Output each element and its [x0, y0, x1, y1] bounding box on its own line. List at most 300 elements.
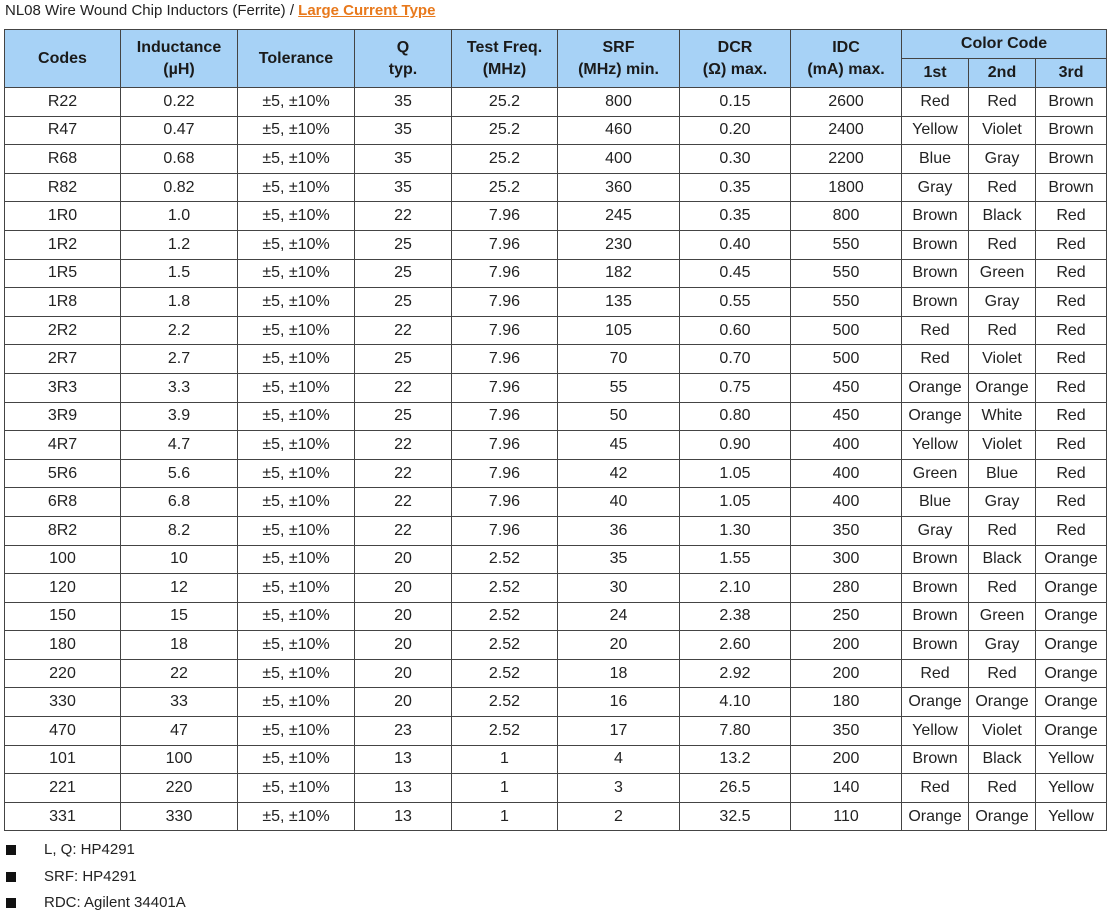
- cell-srf: 40: [558, 488, 680, 517]
- cell-color-2nd: Gray: [969, 631, 1036, 660]
- table-row: [5, 230, 1107, 259]
- cell-code: 180: [5, 631, 121, 660]
- cell-test-freq: 2.52: [452, 659, 558, 688]
- cell-color-3rd: Red: [1036, 459, 1107, 488]
- cell-color-2nd: Violet: [969, 717, 1036, 746]
- cell-inductance: 47: [121, 717, 238, 746]
- table-row: [5, 202, 1107, 231]
- cell-inductance: 3.9: [121, 402, 238, 431]
- table-row: [5, 88, 1107, 117]
- cell-code: 1R2: [5, 230, 121, 259]
- cell-idc: 500: [791, 316, 902, 345]
- cell-test-freq: 2.52: [452, 545, 558, 574]
- table-row: [5, 145, 1107, 174]
- note-text: SRF: HP4291: [44, 867, 137, 885]
- table-row: [5, 173, 1107, 202]
- cell-color-2nd: Red: [969, 516, 1036, 545]
- cell-dcr: 0.55: [680, 288, 791, 317]
- cell-q: 25: [355, 288, 452, 317]
- inductor-spec-table: [4, 29, 1107, 831]
- large-current-type-link[interactable]: Large Current Type: [298, 2, 436, 19]
- cell-tolerance: ±5, ±10%: [238, 173, 355, 202]
- cell-srf: 55: [558, 373, 680, 402]
- cell-tolerance: ±5, ±10%: [238, 745, 355, 774]
- cell-test-freq: 7.96: [452, 516, 558, 545]
- cell-color-3rd: Red: [1036, 516, 1107, 545]
- cell-dcr: 4.10: [680, 688, 791, 717]
- cell-tolerance: ±5, ±10%: [238, 802, 355, 831]
- cell-idc: 1800: [791, 173, 902, 202]
- note-text: RDC: Agilent 34401A: [44, 894, 186, 911]
- cell-tolerance: ±5, ±10%: [238, 717, 355, 746]
- cell-idc: 500: [791, 345, 902, 374]
- cell-tolerance: ±5, ±10%: [238, 459, 355, 488]
- cell-color-3rd: Orange: [1036, 659, 1107, 688]
- cell-code: R68: [5, 145, 121, 174]
- cell-color-1st: Orange: [902, 402, 969, 431]
- table-row: [5, 259, 1107, 288]
- cell-code: 101: [5, 745, 121, 774]
- cell-idc: 140: [791, 774, 902, 803]
- cell-color-2nd: Violet: [969, 431, 1036, 460]
- cell-idc: 2600: [791, 88, 902, 117]
- cell-inductance: 18: [121, 631, 238, 660]
- cell-dcr: 7.80: [680, 717, 791, 746]
- cell-color-3rd: Yellow: [1036, 745, 1107, 774]
- cell-tolerance: ±5, ±10%: [238, 402, 355, 431]
- cell-color-2nd: Black: [969, 545, 1036, 574]
- cell-code: 120: [5, 574, 121, 603]
- cell-dcr: 0.70: [680, 345, 791, 374]
- cell-srf: 50: [558, 402, 680, 431]
- cell-srf: 36: [558, 516, 680, 545]
- cell-color-2nd: Gray: [969, 288, 1036, 317]
- cell-code: 2R2: [5, 316, 121, 345]
- cell-code: 100: [5, 545, 121, 574]
- cell-color-2nd: Violet: [969, 345, 1036, 374]
- cell-idc: 200: [791, 745, 902, 774]
- cell-tolerance: ±5, ±10%: [238, 259, 355, 288]
- cell-color-3rd: Orange: [1036, 688, 1107, 717]
- cell-color-3rd: Red: [1036, 288, 1107, 317]
- cell-code: 3R9: [5, 402, 121, 431]
- cell-q: 13: [355, 745, 452, 774]
- cell-tolerance: ±5, ±10%: [238, 545, 355, 574]
- cell-idc: 200: [791, 659, 902, 688]
- cell-test-freq: 1: [452, 774, 558, 803]
- cell-srf: 800: [558, 88, 680, 117]
- cell-inductance: 15: [121, 602, 238, 631]
- cell-dcr: 0.40: [680, 230, 791, 259]
- cell-srf: 182: [558, 259, 680, 288]
- cell-code: 3R3: [5, 373, 121, 402]
- cell-test-freq: 7.96: [452, 431, 558, 460]
- cell-code: 470: [5, 717, 121, 746]
- cell-color-3rd: Red: [1036, 373, 1107, 402]
- table-row: [5, 688, 1107, 717]
- cell-inductance: 8.2: [121, 516, 238, 545]
- table-row: [5, 516, 1107, 545]
- cell-inductance: 0.47: [121, 116, 238, 145]
- cell-color-1st: Orange: [902, 373, 969, 402]
- cell-test-freq: 2.52: [452, 717, 558, 746]
- cell-color-2nd: Red: [969, 574, 1036, 603]
- header-tolerance: Tolerance: [238, 30, 355, 88]
- square-bullet-icon: [6, 872, 16, 882]
- cell-color-1st: Brown: [902, 574, 969, 603]
- cell-dcr: 0.35: [680, 202, 791, 231]
- cell-color-3rd: Red: [1036, 230, 1107, 259]
- cell-srf: 460: [558, 116, 680, 145]
- cell-srf: 105: [558, 316, 680, 345]
- cell-tolerance: ±5, ±10%: [238, 688, 355, 717]
- cell-color-3rd: Orange: [1036, 574, 1107, 603]
- cell-idc: 350: [791, 516, 902, 545]
- cell-q: 20: [355, 688, 452, 717]
- cell-color-2nd: Green: [969, 602, 1036, 631]
- cell-test-freq: 25.2: [452, 173, 558, 202]
- cell-srf: 2: [558, 802, 680, 831]
- cell-q: 20: [355, 545, 452, 574]
- cell-inductance: 330: [121, 802, 238, 831]
- cell-inductance: 5.6: [121, 459, 238, 488]
- cell-inductance: 3.3: [121, 373, 238, 402]
- cell-idc: 450: [791, 402, 902, 431]
- cell-color-1st: Brown: [902, 230, 969, 259]
- cell-dcr: 0.30: [680, 145, 791, 174]
- cell-color-1st: Brown: [902, 631, 969, 660]
- table-row: [5, 316, 1107, 345]
- table-row: [5, 745, 1107, 774]
- cell-inductance: 4.7: [121, 431, 238, 460]
- cell-code: 4R7: [5, 431, 121, 460]
- cell-color-1st: Brown: [902, 202, 969, 231]
- cell-test-freq: 1: [452, 802, 558, 831]
- cell-code: 150: [5, 602, 121, 631]
- cell-srf: 20: [558, 631, 680, 660]
- cell-test-freq: 7.96: [452, 488, 558, 517]
- cell-q: 25: [355, 230, 452, 259]
- cell-color-2nd: Red: [969, 88, 1036, 117]
- cell-dcr: 0.35: [680, 173, 791, 202]
- cell-srf: 18: [558, 659, 680, 688]
- cell-test-freq: 7.96: [452, 259, 558, 288]
- cell-q: 20: [355, 574, 452, 603]
- cell-code: R22: [5, 88, 121, 117]
- cell-tolerance: ±5, ±10%: [238, 659, 355, 688]
- note-item: [6, 837, 186, 864]
- table-row: [5, 488, 1107, 517]
- cell-idc: 550: [791, 259, 902, 288]
- cell-color-1st: Yellow: [902, 116, 969, 145]
- header-q: Q typ.: [355, 30, 452, 88]
- cell-dcr: 0.60: [680, 316, 791, 345]
- cell-tolerance: ±5, ±10%: [238, 431, 355, 460]
- cell-inductance: 2.7: [121, 345, 238, 374]
- cell-q: 13: [355, 802, 452, 831]
- cell-color-1st: Red: [902, 774, 969, 803]
- cell-inductance: 10: [121, 545, 238, 574]
- cell-srf: 70: [558, 345, 680, 374]
- cell-dcr: 13.2: [680, 745, 791, 774]
- cell-q: 20: [355, 659, 452, 688]
- cell-srf: 45: [558, 431, 680, 460]
- cell-color-1st: Orange: [902, 688, 969, 717]
- cell-q: 23: [355, 717, 452, 746]
- cell-srf: 17: [558, 717, 680, 746]
- cell-dcr: 1.05: [680, 488, 791, 517]
- square-bullet-icon: [6, 845, 16, 855]
- cell-srf: 135: [558, 288, 680, 317]
- cell-q: 35: [355, 173, 452, 202]
- header-srf: SRF (MHz) min.: [558, 30, 680, 88]
- table-row: [5, 288, 1107, 317]
- cell-color-3rd: Red: [1036, 345, 1107, 374]
- table-row: [5, 717, 1107, 746]
- cell-q: 22: [355, 202, 452, 231]
- cell-q: 13: [355, 774, 452, 803]
- cell-color-2nd: Orange: [969, 688, 1036, 717]
- cell-dcr: 0.20: [680, 116, 791, 145]
- cell-test-freq: 2.52: [452, 602, 558, 631]
- cell-color-1st: Brown: [902, 545, 969, 574]
- cell-tolerance: ±5, ±10%: [238, 373, 355, 402]
- table-row: [5, 602, 1107, 631]
- cell-q: 25: [355, 345, 452, 374]
- cell-dcr: 0.75: [680, 373, 791, 402]
- cell-color-1st: Brown: [902, 259, 969, 288]
- cell-color-1st: Blue: [902, 488, 969, 517]
- cell-color-3rd: Red: [1036, 202, 1107, 231]
- cell-srf: 24: [558, 602, 680, 631]
- cell-color-2nd: White: [969, 402, 1036, 431]
- cell-idc: 450: [791, 373, 902, 402]
- cell-idc: 550: [791, 230, 902, 259]
- cell-color-2nd: Red: [969, 316, 1036, 345]
- table-row: [5, 802, 1107, 831]
- cell-idc: 280: [791, 574, 902, 603]
- cell-test-freq: 7.96: [452, 345, 558, 374]
- cell-test-freq: 7.96: [452, 202, 558, 231]
- square-bullet-icon: [6, 898, 16, 908]
- cell-color-3rd: Red: [1036, 402, 1107, 431]
- cell-color-2nd: Black: [969, 202, 1036, 231]
- cell-color-3rd: Red: [1036, 488, 1107, 517]
- cell-inductance: 0.22: [121, 88, 238, 117]
- table-row: [5, 659, 1107, 688]
- cell-srf: 360: [558, 173, 680, 202]
- cell-idc: 250: [791, 602, 902, 631]
- cell-dcr: 0.45: [680, 259, 791, 288]
- cell-q: 35: [355, 116, 452, 145]
- cell-inductance: 33: [121, 688, 238, 717]
- cell-idc: 350: [791, 717, 902, 746]
- cell-tolerance: ±5, ±10%: [238, 202, 355, 231]
- cell-idc: 550: [791, 288, 902, 317]
- cell-color-2nd: Green: [969, 259, 1036, 288]
- cell-test-freq: 2.52: [452, 631, 558, 660]
- cell-q: 25: [355, 402, 452, 431]
- cell-test-freq: 7.96: [452, 373, 558, 402]
- cell-code: 1R0: [5, 202, 121, 231]
- cell-dcr: 2.60: [680, 631, 791, 660]
- cell-idc: 110: [791, 802, 902, 831]
- note-text: L, Q: HP4291: [44, 841, 135, 858]
- cell-test-freq: 7.96: [452, 230, 558, 259]
- cell-test-freq: 7.96: [452, 402, 558, 431]
- cell-code: 6R8: [5, 488, 121, 517]
- cell-color-3rd: Yellow: [1036, 774, 1107, 803]
- cell-test-freq: 2.52: [452, 574, 558, 603]
- cell-color-2nd: Gray: [969, 488, 1036, 517]
- cell-code: 331: [5, 802, 121, 831]
- cell-srf: 16: [558, 688, 680, 717]
- cell-q: 35: [355, 145, 452, 174]
- cell-color-1st: Brown: [902, 288, 969, 317]
- cell-color-1st: Yellow: [902, 431, 969, 460]
- header-test-freq: Test Freq. (MHz): [452, 30, 558, 88]
- cell-test-freq: 7.96: [452, 316, 558, 345]
- cell-idc: 800: [791, 202, 902, 231]
- table-header: [5, 30, 1107, 88]
- cell-color-3rd: Brown: [1036, 88, 1107, 117]
- cell-color-3rd: Red: [1036, 316, 1107, 345]
- cell-color-3rd: Orange: [1036, 631, 1107, 660]
- cell-color-2nd: Red: [969, 659, 1036, 688]
- cell-tolerance: ±5, ±10%: [238, 488, 355, 517]
- cell-color-1st: Yellow: [902, 717, 969, 746]
- cell-inductance: 220: [121, 774, 238, 803]
- cell-idc: 2400: [791, 116, 902, 145]
- cell-srf: 35: [558, 545, 680, 574]
- cell-inductance: 1.2: [121, 230, 238, 259]
- cell-q: 25: [355, 259, 452, 288]
- table-row: [5, 459, 1107, 488]
- header-dcr: DCR (Ω) max.: [680, 30, 791, 88]
- cell-test-freq: 1: [452, 745, 558, 774]
- cell-test-freq: 2.52: [452, 688, 558, 717]
- cell-tolerance: ±5, ±10%: [238, 574, 355, 603]
- cell-color-2nd: Orange: [969, 802, 1036, 831]
- cell-inductance: 6.8: [121, 488, 238, 517]
- cell-test-freq: 25.2: [452, 116, 558, 145]
- cell-color-1st: Brown: [902, 745, 969, 774]
- cell-tolerance: ±5, ±10%: [238, 774, 355, 803]
- cell-inductance: 0.82: [121, 173, 238, 202]
- cell-color-2nd: Red: [969, 230, 1036, 259]
- cell-dcr: 1.30: [680, 516, 791, 545]
- cell-color-2nd: Violet: [969, 116, 1036, 145]
- header-inductance: Inductance (µH): [121, 30, 238, 88]
- cell-dcr: 1.55: [680, 545, 791, 574]
- cell-srf: 4: [558, 745, 680, 774]
- cell-color-3rd: Orange: [1036, 717, 1107, 746]
- cell-srf: 245: [558, 202, 680, 231]
- cell-color-2nd: Black: [969, 745, 1036, 774]
- cell-color-1st: Gray: [902, 516, 969, 545]
- cell-q: 22: [355, 316, 452, 345]
- cell-tolerance: ±5, ±10%: [238, 230, 355, 259]
- cell-tolerance: ±5, ±10%: [238, 631, 355, 660]
- cell-test-freq: 7.96: [452, 459, 558, 488]
- cell-srf: 30: [558, 574, 680, 603]
- table-row: [5, 631, 1107, 660]
- cell-srf: 230: [558, 230, 680, 259]
- cell-color-3rd: Orange: [1036, 602, 1107, 631]
- table-row: [5, 574, 1107, 603]
- cell-inductance: 12: [121, 574, 238, 603]
- cell-code: 220: [5, 659, 121, 688]
- cell-color-1st: Brown: [902, 602, 969, 631]
- cell-code: 5R6: [5, 459, 121, 488]
- table-row: [5, 373, 1107, 402]
- note-item: [6, 864, 186, 891]
- cell-tolerance: ±5, ±10%: [238, 88, 355, 117]
- header-color-1st: 1st: [902, 59, 969, 88]
- cell-color-2nd: Gray: [969, 145, 1036, 174]
- header-color-2nd: 2nd: [969, 59, 1036, 88]
- cell-idc: 180: [791, 688, 902, 717]
- cell-srf: 400: [558, 145, 680, 174]
- cell-tolerance: ±5, ±10%: [238, 316, 355, 345]
- cell-q: 20: [355, 631, 452, 660]
- cell-dcr: 32.5: [680, 802, 791, 831]
- table-row: [5, 116, 1107, 145]
- cell-tolerance: ±5, ±10%: [238, 516, 355, 545]
- cell-inductance: 1.0: [121, 202, 238, 231]
- cell-color-3rd: Red: [1036, 259, 1107, 288]
- cell-code: R82: [5, 173, 121, 202]
- cell-srf: 42: [558, 459, 680, 488]
- cell-code: 221: [5, 774, 121, 803]
- header-idc: IDC (mA) max.: [791, 30, 902, 88]
- cell-color-1st: Red: [902, 316, 969, 345]
- cell-color-3rd: Brown: [1036, 145, 1107, 174]
- cell-idc: 200: [791, 631, 902, 660]
- cell-code: 1R5: [5, 259, 121, 288]
- cell-idc: 400: [791, 431, 902, 460]
- cell-idc: 400: [791, 459, 902, 488]
- cell-color-1st: Red: [902, 88, 969, 117]
- cell-q: 22: [355, 459, 452, 488]
- measurement-notes: [6, 837, 186, 917]
- cell-srf: 3: [558, 774, 680, 803]
- cell-color-2nd: Red: [969, 774, 1036, 803]
- cell-inductance: 2.2: [121, 316, 238, 345]
- cell-test-freq: 25.2: [452, 145, 558, 174]
- cell-tolerance: ±5, ±10%: [238, 602, 355, 631]
- page-title: [5, 1, 435, 21]
- cell-color-2nd: Blue: [969, 459, 1036, 488]
- header-color-3rd: 3rd: [1036, 59, 1107, 88]
- cell-color-2nd: Orange: [969, 373, 1036, 402]
- cell-test-freq: 7.96: [452, 288, 558, 317]
- cell-color-3rd: Brown: [1036, 116, 1107, 145]
- cell-code: 2R7: [5, 345, 121, 374]
- cell-tolerance: ±5, ±10%: [238, 116, 355, 145]
- cell-dcr: 2.92: [680, 659, 791, 688]
- cell-dcr: 2.10: [680, 574, 791, 603]
- cell-dcr: 0.15: [680, 88, 791, 117]
- table-row: [5, 345, 1107, 374]
- cell-inductance: 1.5: [121, 259, 238, 288]
- cell-q: 22: [355, 373, 452, 402]
- cell-color-3rd: Red: [1036, 431, 1107, 460]
- cell-idc: 2200: [791, 145, 902, 174]
- cell-color-2nd: Red: [969, 173, 1036, 202]
- cell-q: 20: [355, 602, 452, 631]
- cell-q: 22: [355, 431, 452, 460]
